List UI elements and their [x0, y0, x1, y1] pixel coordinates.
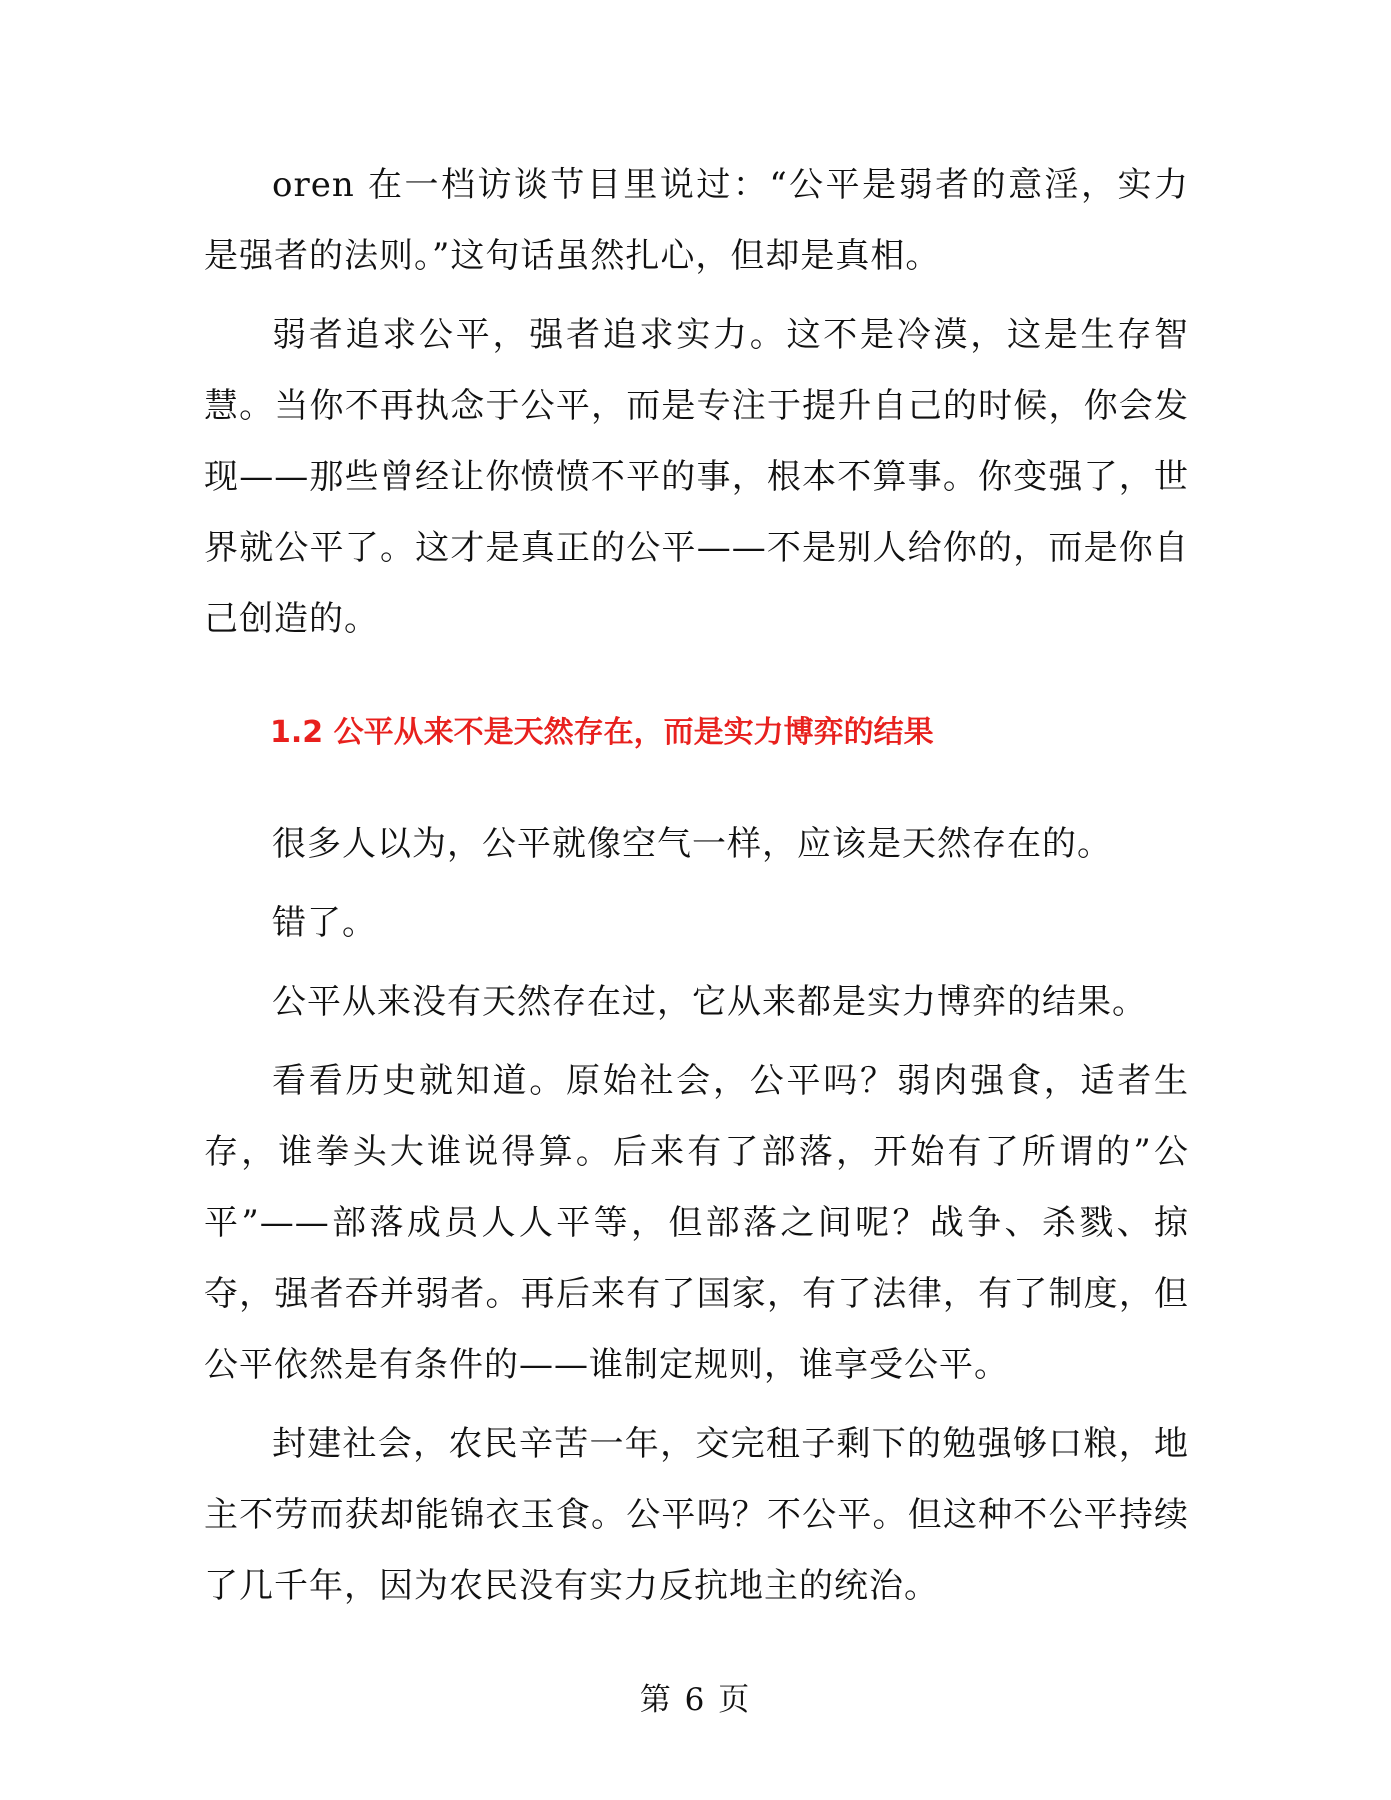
section-heading: 1.2 公平从来不是天然存在，而是实力博弈的结果	[270, 715, 934, 750]
paragraph-oren-quote: oren 在一档访谈节目里说过：“公平是弱者的意淫，实力是强者的法则。”这句话虽然扎心，但却是真相。	[204, 165, 1189, 276]
paragraph-history: 看看历史就知道。原始社会，公平吗？弱肉强食，适者生存，谁拳头大谁说得算。后来有了部落，开始有了所谓的”公平”——部落成员人人平等，但部落之间呢？战争、杀戮、掠夺，强者吞并弱者。再后来有了国家，有了法律，有了制度，但公平依然是有条件的——谁制定规则，谁享受公平。	[204, 1061, 1189, 1385]
paragraph-wrong: 错了。	[272, 903, 377, 943]
document-body	[204, 150, 1189, 1630]
page-number-footer: 第 6 页	[639, 1682, 752, 1718]
paragraph-fairness-result-of-power: 公平从来没有天然存在过，它从来都是实力博弈的结果。	[272, 982, 1147, 1022]
paragraph-strength-over-fairness: 弱者追求公平，强者追求实力。这不是冷漠，这是生存智慧。当你不再执念于公平，而是专注于提升自己的时候，你会发现——那些曾经让你愤愤不平的事，根本不算事。你变强了，世界就公平了。这才是真正的公平——不是别人给你的，而是你自己创造的。	[204, 315, 1189, 639]
paragraph-fairness-like-air: 很多人以为，公平就像空气一样，应该是天然存在的。	[272, 824, 1112, 864]
paragraph-feudal-society: 封建社会，农民辛苦一年，交完租子剩下的勉强够口粮，地主不劳而获却能锦衣玉食。公平吗？不公平。但这种不公平持续了几千年，因为农民没有实力反抗地主的统治。	[204, 1424, 1189, 1606]
